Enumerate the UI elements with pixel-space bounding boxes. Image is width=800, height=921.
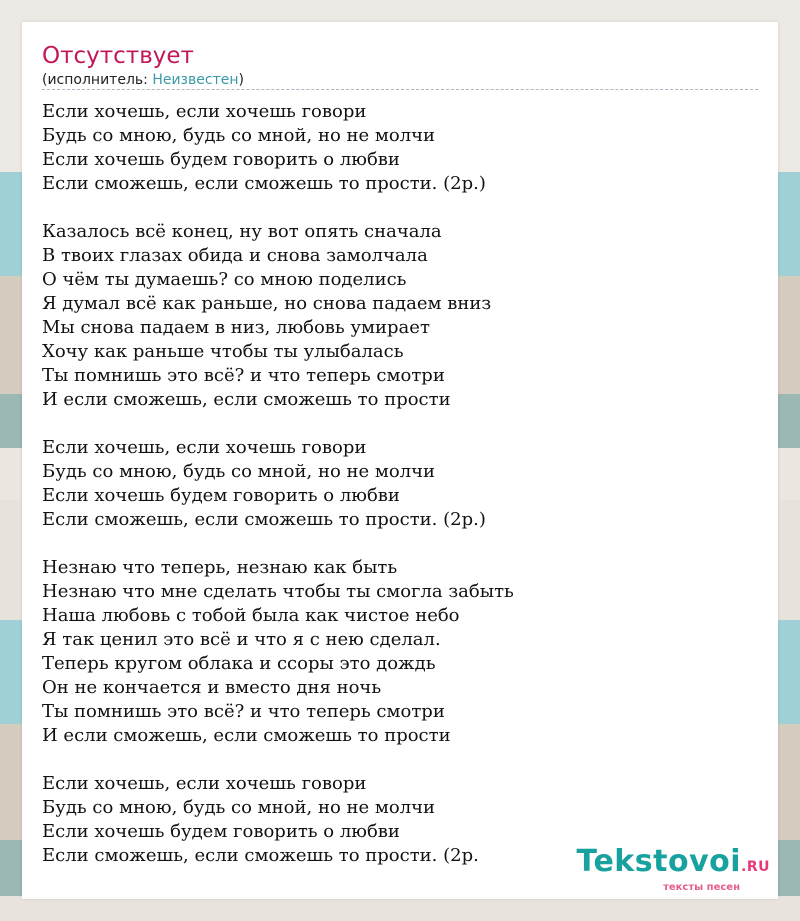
lyric-line: Будь со мною, будь со мной, но не молчи bbox=[42, 797, 436, 818]
lyric-line: Если хочешь, если хочешь говори bbox=[42, 101, 367, 122]
lyrics-stanza bbox=[42, 100, 758, 196]
logo-tagline: тексты песен bbox=[663, 882, 740, 893]
lyrics-stanza bbox=[42, 436, 758, 532]
lyric-line: Если сможешь, если сможешь то прости. (2р.) bbox=[42, 509, 486, 530]
lyric-line: Будь со мною, будь со мной, но не молчи bbox=[42, 125, 436, 146]
lyric-line: Мы снова падаем в низ, любовь умирает bbox=[42, 317, 430, 338]
artist-suffix: ) bbox=[238, 72, 244, 88]
lyrics-stanza bbox=[42, 556, 758, 748]
logo-brand: Tekstovoi bbox=[576, 844, 742, 879]
lyric-line: В твоих глазах обида и снова замолчала bbox=[42, 245, 428, 266]
lyric-line: Казалось всё конец, ну вот опять сначала bbox=[42, 221, 442, 242]
song-title: Отсутствует bbox=[42, 43, 194, 69]
lyric-line: Если сможешь, если сможешь то прости. (2р.) bbox=[42, 173, 486, 194]
lyric-line: О чём ты думаешь? со мною поделись bbox=[42, 269, 407, 290]
lyric-line: Если хочешь будем говорить о любви bbox=[42, 485, 400, 506]
lyric-line: Ты помнишь это всё? и что теперь смотри bbox=[42, 365, 445, 386]
title-divider bbox=[42, 89, 758, 90]
lyric-line: Он не кончается и вместо дня ночь bbox=[42, 677, 382, 698]
lyric-line: Наша любовь с тобой была как чистое небо bbox=[42, 605, 460, 626]
lyric-line: Если хочешь будем говорить о любви bbox=[42, 149, 400, 170]
lyrics-card bbox=[22, 22, 778, 899]
artist-link[interactable]: Неизвестен bbox=[152, 72, 239, 88]
logo-wordmark bbox=[576, 844, 770, 882]
logo-tld: .RU bbox=[741, 859, 770, 875]
lyric-line: Теперь кругом облака и ссоры это дождь bbox=[42, 653, 436, 674]
artist-line bbox=[42, 71, 244, 89]
lyric-line: Незнаю что теперь, незнаю как быть bbox=[42, 557, 398, 578]
lyric-line: И если сможешь, если сможешь то прости bbox=[42, 725, 451, 746]
lyric-line: И если сможешь, если сможешь то прости bbox=[42, 389, 451, 410]
artist-prefix: (исполнитель: bbox=[42, 72, 153, 88]
lyric-line: Если сможешь, если сможешь то прости. (2р. bbox=[42, 845, 479, 866]
lyric-line: Незнаю что мне сделать чтобы ты смогла забыть bbox=[42, 581, 514, 602]
lyric-line: Ты помнишь это всё? и что теперь смотри bbox=[42, 701, 445, 722]
site-logo[interactable] bbox=[576, 844, 770, 893]
lyric-line: Если хочешь, если хочешь говори bbox=[42, 437, 367, 458]
lyric-line: Я думал всё как раньше, но снова падаем вниз bbox=[42, 293, 492, 314]
lyric-line: Если хочешь будем говорить о любви bbox=[42, 821, 400, 842]
lyric-line: Будь со мною, будь со мной, но не молчи bbox=[42, 461, 436, 482]
lyric-line: Если хочешь, если хочешь говори bbox=[42, 773, 367, 794]
lyric-line: Хочу как раньше чтобы ты улыбалась bbox=[42, 341, 404, 362]
lyrics-text bbox=[42, 100, 758, 868]
lyric-line: Я так ценил это всё и что я с нею сделал. bbox=[42, 629, 441, 650]
lyrics-stanza bbox=[42, 220, 758, 412]
